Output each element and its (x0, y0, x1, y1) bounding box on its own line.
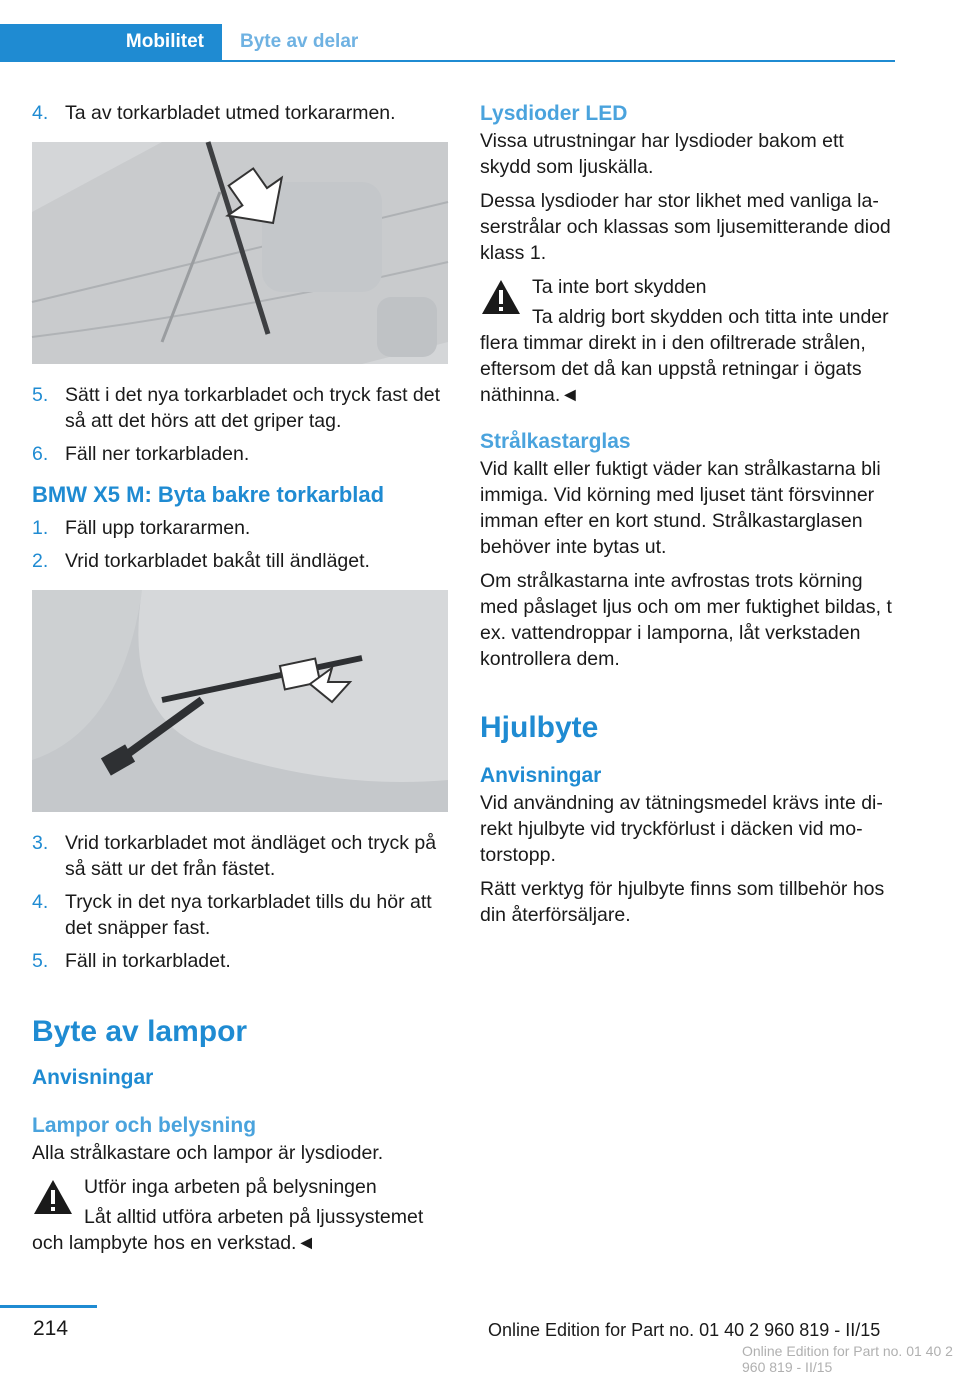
step-number: 5. (32, 950, 49, 972)
step-text: Sätt i det nya torkarbladet och tryck fast det så att det hörs att det griper tag. (65, 384, 441, 432)
warning-block (32, 1174, 448, 1256)
edition-note: Online Edition for Part no. 01 40 2 960 819 - II/15 (488, 1320, 881, 1340)
step-text: Vrid torkarbladet mot ändläget och tryck på så sätt ur det från fästet. (65, 832, 437, 880)
step-number: 4. (32, 102, 49, 124)
watermark-text: Online Edition for Part no. 01 40 2 960 819 - II/15 (742, 1343, 953, 1375)
step-text: Ta av torkarbladet utmed torkararmen. (65, 102, 396, 124)
led-paragraph-1: Vissa utrustningar har lysdioder bakom ett skydd som ljuskälla. (480, 130, 844, 178)
step-text: Vrid torkarbladet bakåt till ändläget. (65, 550, 370, 572)
section-heading-lamps: Byte av lampor (32, 1015, 248, 1048)
lamp-body: Alla strålkastare och lampor är lysdioder. (32, 1142, 384, 1164)
step-item (32, 830, 448, 882)
step-item (32, 948, 448, 974)
glass-paragraph-1: Vid kallt eller fuktigt väder kan strålkastarna bli immiga. Vid körning med ljuset tänt försvinner imman efter en kort stund. Strålkastarglasen behöver inte bytas ut. (480, 458, 881, 558)
subheading-lamps-lighting: Lampor och belysning (32, 1114, 257, 1137)
tab-mobilitet[interactable]: Mobilitet (0, 24, 222, 60)
step-item (32, 441, 448, 467)
step-number: 4. (32, 891, 49, 913)
wheel-paragraph-1: Vid användning av tätningsmedel krävs inte direkt hjulbyte vid tryckförlust i däcken vid motorstopp. (480, 792, 883, 866)
step-number: 3. (32, 832, 49, 854)
footer-divider (0, 1305, 97, 1308)
header-divider (0, 60, 895, 62)
step-item (32, 548, 448, 574)
right-column (480, 100, 896, 936)
warning-triangle-icon (480, 278, 522, 316)
warning-title: Ta inte bort skydden (532, 276, 707, 298)
left-column (32, 100, 448, 1264)
warning-triangle-icon (32, 1178, 74, 1216)
section-heading-wheel-change: Hjulbyte (480, 711, 599, 744)
rear-wiper-image (32, 590, 448, 812)
step-text: Fäll in torkarbladet. (65, 950, 231, 972)
warning-title: Utför inga arbeten på belysningen (84, 1176, 377, 1198)
step-number: 6. (32, 443, 49, 465)
glass-paragraph-2: Om strålkastarna inte avfrostas trots körning med påslaget ljus och om mer fuktighet bildas, t ex. vattendroppar i lamporna, låt verkstaden kontrollera dem. (480, 570, 892, 670)
step-item (32, 382, 448, 434)
wheel-paragraph-2: Rätt verktyg för hjulbyte finns som tillbehör hos din återförsäljare. (480, 878, 885, 926)
front-wiper-image (32, 142, 448, 364)
subheading-headlight-glass: Strålkastarglas (480, 430, 631, 453)
warning-body: Ta aldrig bort skydden och titta inte under flera timmar direkt in i den ofiltrerade strålen, eftersom det då kan uppstå retningar i ögats näthinna.◄ (480, 306, 889, 406)
page-number: 214 (33, 1317, 69, 1340)
header-tabs (0, 24, 895, 62)
led-paragraph-2: Dessa lysdioder har stor likhet med vanliga laserstrålar och klassas som ljusemitterande diod klass 1. (480, 190, 891, 264)
step-text: Fäll ner torkarbladen. (65, 443, 250, 465)
warning-block (480, 274, 896, 408)
step-number: 2. (32, 550, 49, 572)
step-text: Tryck in det nya torkarbladet tills du hör att det snäpper fast. (65, 891, 432, 939)
subheading-instructions: Anvisningar (480, 764, 602, 787)
step-item (32, 515, 448, 541)
tab-byte-av-delar[interactable]: Byte av delar (240, 31, 359, 52)
warning-body: Låt alltid utföra arbeten på ljussystemet och lampbyte hos en verkstad.◄ (32, 1206, 424, 1254)
step-text: Fäll upp torkararmen. (65, 517, 251, 539)
step-item (32, 889, 448, 941)
subheading-instructions: Anvisningar (32, 1066, 154, 1089)
step-number: 1. (32, 517, 49, 539)
step-item (32, 100, 448, 126)
step-number: 5. (32, 384, 49, 406)
subheading-led: Lysdioder LED (480, 102, 628, 125)
section-heading-rear-wiper: BMW X5 M: Byta bakre torkarblad (32, 482, 385, 507)
